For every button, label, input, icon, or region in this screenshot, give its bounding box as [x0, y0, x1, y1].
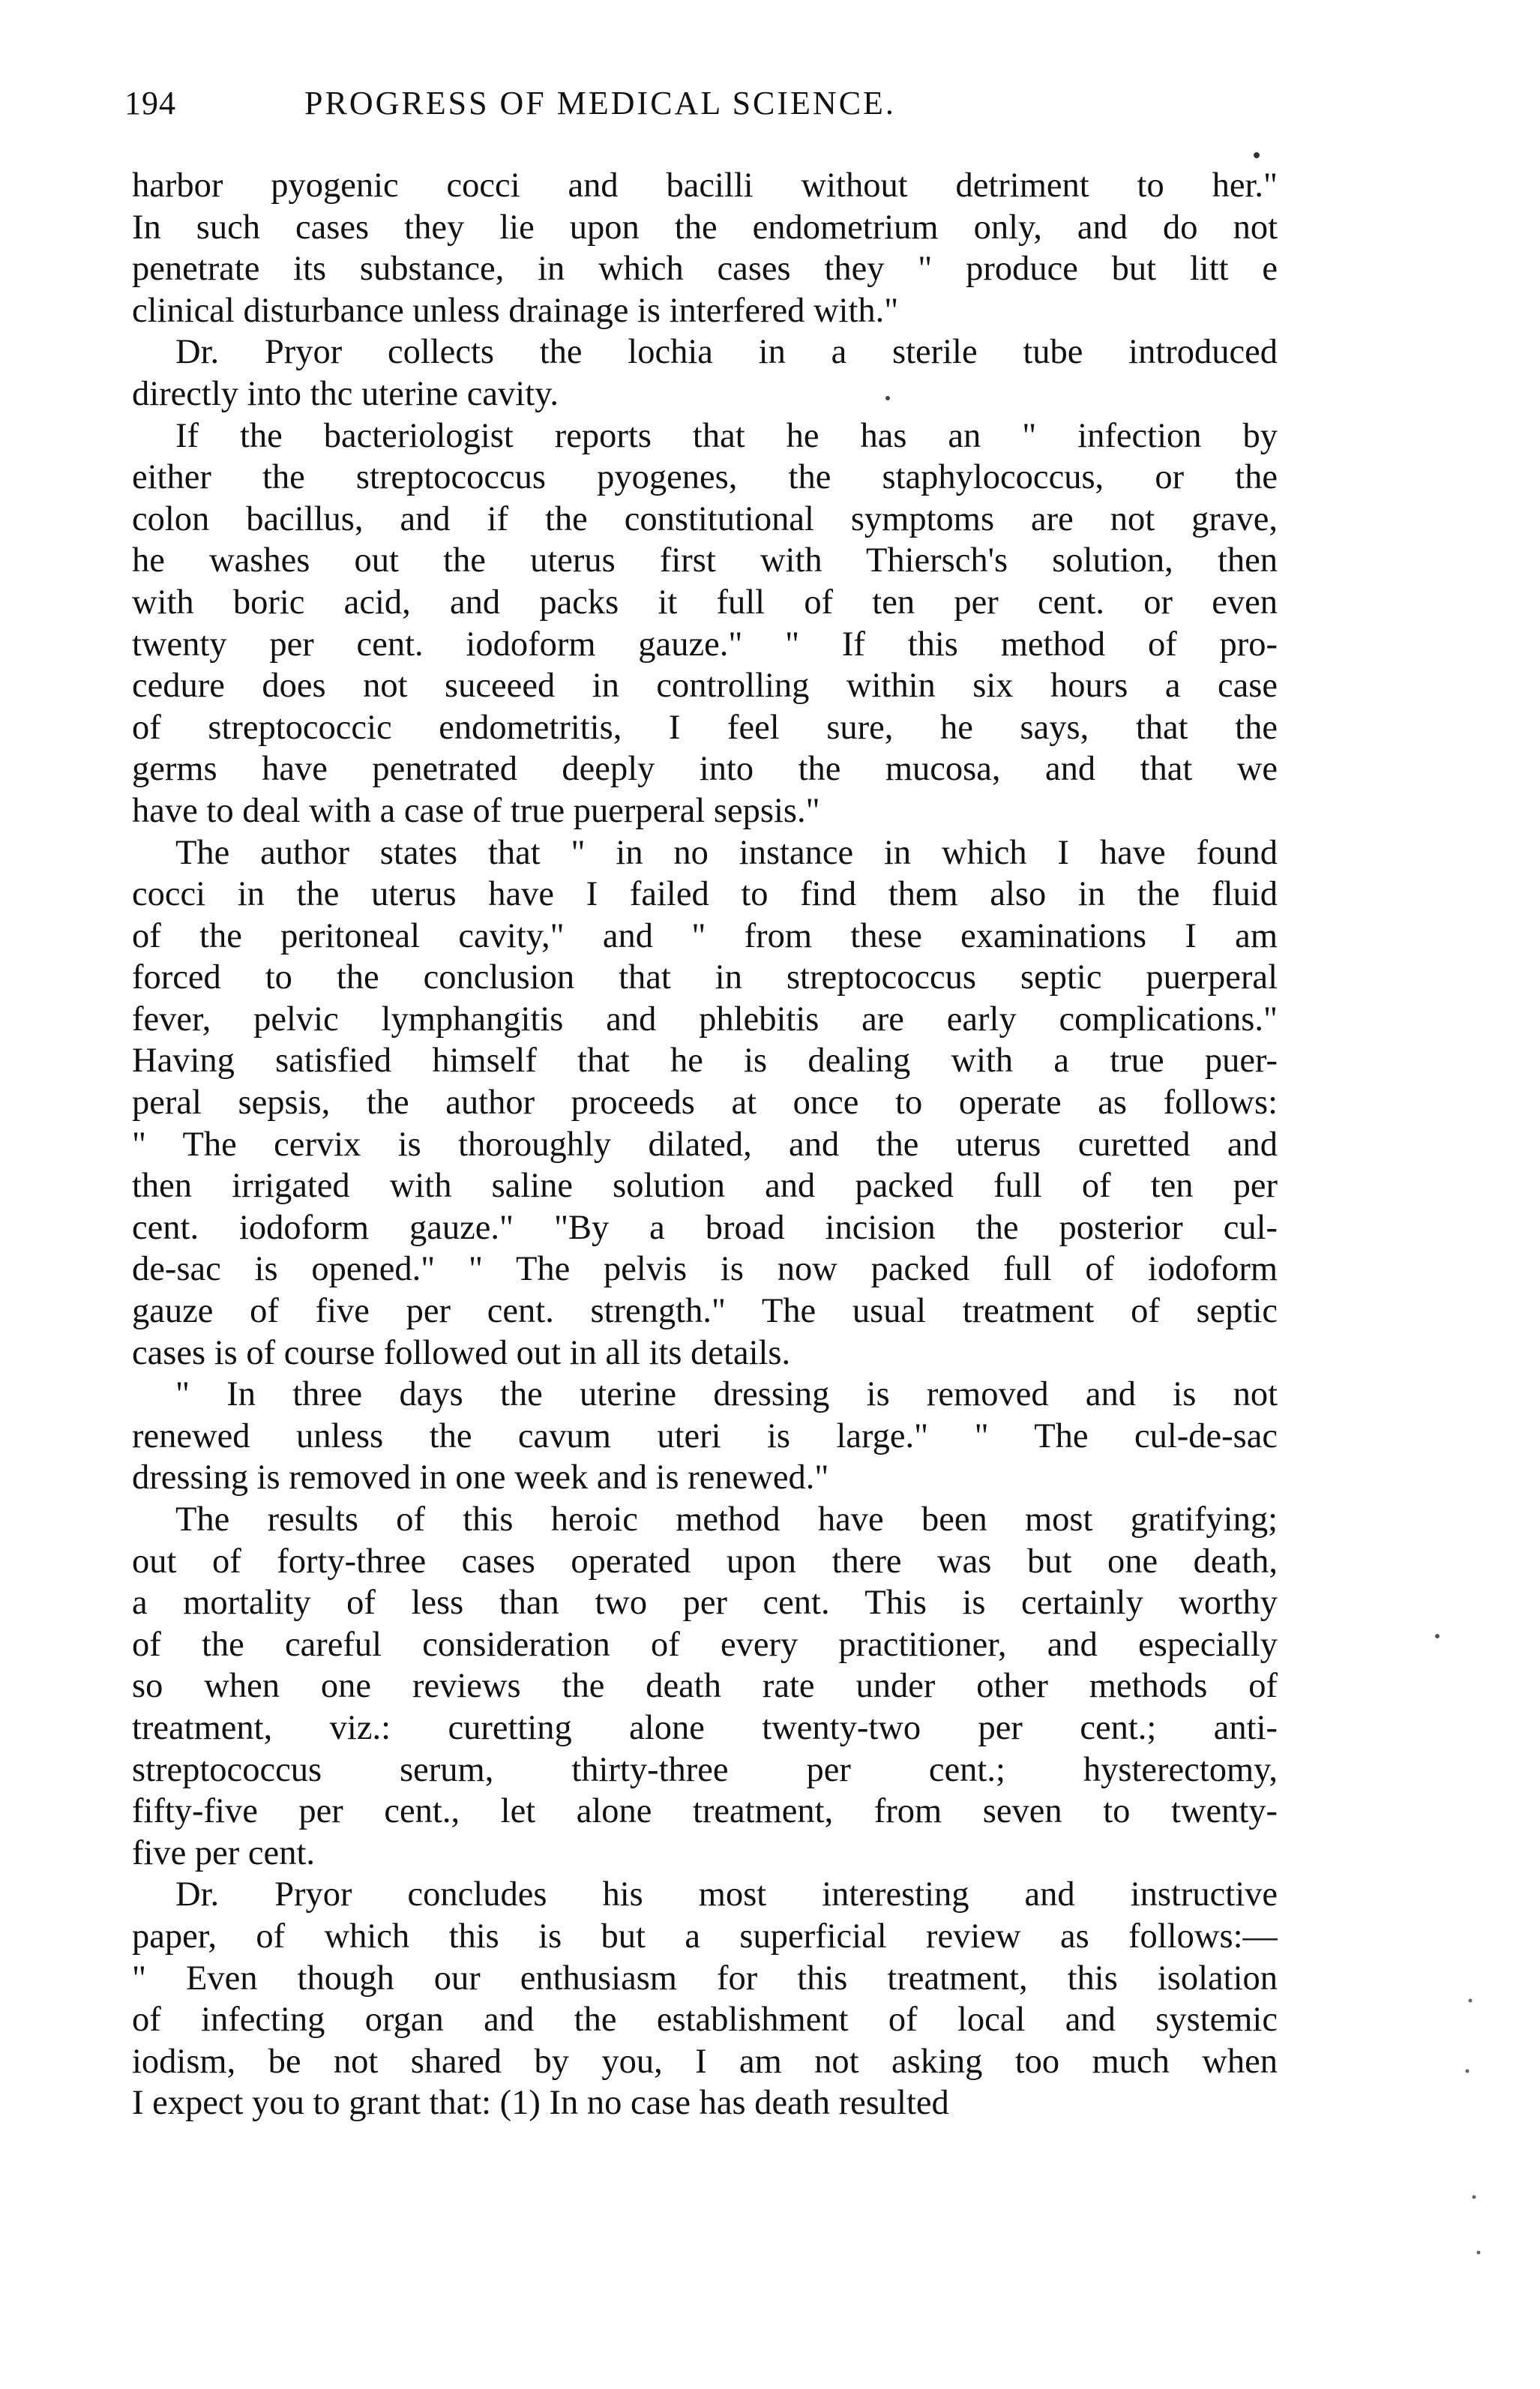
ink-speck: [1477, 2251, 1481, 2255]
text-line: dressing is removed in one week and is renewed.": [132, 1458, 829, 1497]
text-line: so when one reviews the death rate under other methods of: [132, 1667, 1278, 1706]
text-line: iodism, be not shared by you, I am not asking too much when: [132, 2042, 1278, 2081]
body-text: [132, 165, 1278, 2124]
text-line: cedure does not suceeed in controlling within six hours a case: [132, 667, 1278, 706]
text-line: fever, pelvic lymphangitis and phlebitis are early complications.": [132, 1000, 1278, 1039]
paragraph: [132, 1374, 1278, 1499]
text-line: directly into thc uterine cavity.: [132, 374, 559, 413]
text-line: of the peritoneal cavity," and " from these examinations I am: [132, 916, 1278, 955]
text-line: out of forty-three cases operated upon there was but one death,: [132, 1542, 1278, 1581]
text-line: harbor pyogenic cocci and bacilli without detriment to her.": [132, 166, 1278, 205]
text-line: cases is of course followed out in all its details.: [132, 1333, 791, 1372]
text-line: " Even though our enthusiasm for this treatment, this isolation: [132, 1959, 1278, 1998]
text-line: If the bacteriologist reports that he has an " infection by: [175, 416, 1278, 455]
text-line: Having satisfied himself that he is dealing with a true puer-: [132, 1042, 1278, 1081]
text-line: a mortality of less than two per cent. This is certainly worthy: [132, 1584, 1278, 1623]
text-line: clinical disturbance unless drainage is interfered with.": [132, 291, 899, 330]
paragraph: [132, 1874, 1278, 2124]
text-line: " In three days the uterine dressing is removed and is not: [175, 1375, 1278, 1414]
text-line: then irrigated with saline solution and packed full of ten per: [132, 1167, 1278, 1206]
text-line: five per cent.: [132, 1833, 315, 1872]
text-line: colon bacillus, and if the constitutional symptoms are not grave,: [132, 499, 1278, 538]
text-line: cent. iodoform gauze." "By a broad incision the posterior cul-: [132, 1208, 1278, 1247]
text-line: " The cervix is thoroughly dilated, and the uterus curetted and: [132, 1125, 1278, 1164]
ink-speck: [1254, 152, 1260, 158]
text-line: In such cases they lie upon the endometrium only, and do not: [132, 208, 1278, 247]
paragraph: [132, 1499, 1278, 1874]
text-line: twenty per cent. iodoform gauze." " If this method of pro-: [132, 625, 1278, 664]
paragraph: [132, 832, 1278, 1374]
paragraph: [132, 331, 1278, 415]
paragraph: [132, 165, 1278, 331]
text-line: I expect you to grant that: (1) In no case has death resulted: [132, 2084, 949, 2123]
text-line: de-sac is opened." " The pelvis is now packed full of iodoform: [132, 1250, 1278, 1289]
text-line: Dr. Pryor concludes his most interesting and instructive: [175, 1875, 1278, 1914]
text-line: fifty-five per cent., let alone treatment, from seven to twenty-: [132, 1792, 1278, 1831]
text-line: The results of this heroic method have been most gratifying;: [175, 1500, 1278, 1539]
text-line: cocci in the uterus have I failed to find them also in the fluid: [132, 875, 1278, 914]
ink-speck: [1435, 1634, 1440, 1638]
text-line: have to deal with a case of true puerperal sepsis.": [132, 791, 820, 830]
ink-speck: [1466, 2070, 1470, 2073]
text-line: streptococcus serum, thirty-three per cent.; hysterectomy,: [132, 1750, 1278, 1789]
ink-speck: [1473, 2196, 1476, 2199]
text-line: of infecting organ and the establishment of local and systemic: [132, 2001, 1278, 2040]
text-line: renewed unless the cavum uteri is large." " The cul-de-sac: [132, 1416, 1278, 1455]
text-line: forced to the conclusion that in streptococcus septic puerperal: [132, 958, 1278, 997]
running-head: [124, 84, 1279, 129]
text-line: with boric acid, and packs it full of ten per cent. or even: [132, 583, 1278, 622]
text-line: either the streptococcus pyogenes, the staphylococcus, or the: [132, 458, 1278, 497]
text-line: paper, of which this is but a superficial review as follows:—: [132, 1917, 1278, 1956]
ink-speck: [1469, 1999, 1473, 2003]
text-line: gauze of five per cent. strength." The usual treatment of septic: [132, 1292, 1278, 1331]
text-line: penetrate its substance, in which cases they " produce but litt e: [132, 250, 1278, 289]
text-line: peral sepsis, the author proceeds at once to operate as follows:: [132, 1084, 1278, 1123]
text-line: germs have penetrated deeply into the mucosa, and that we: [132, 750, 1278, 789]
text-line: of streptococcic endometritis, I feel sure, he says, that the: [132, 708, 1278, 747]
text-line: Dr. Pryor collects the lochia in a sterile tube introduced: [175, 333, 1278, 372]
page-number: 194: [124, 85, 176, 121]
text-line: treatment, viz.: curetting alone twenty-two per cent.; anti-: [132, 1708, 1278, 1747]
text-line: The author states that " in no instance in which I have found: [175, 833, 1278, 872]
text-line: he washes out the uterus first with Thiersch's solution, then: [132, 541, 1278, 580]
text-line: of the careful consideration of every practitioner, and especially: [132, 1625, 1278, 1664]
paragraph: [132, 415, 1278, 832]
running-title: PROGRESS OF MEDICAL SCIENCE.: [304, 85, 896, 121]
